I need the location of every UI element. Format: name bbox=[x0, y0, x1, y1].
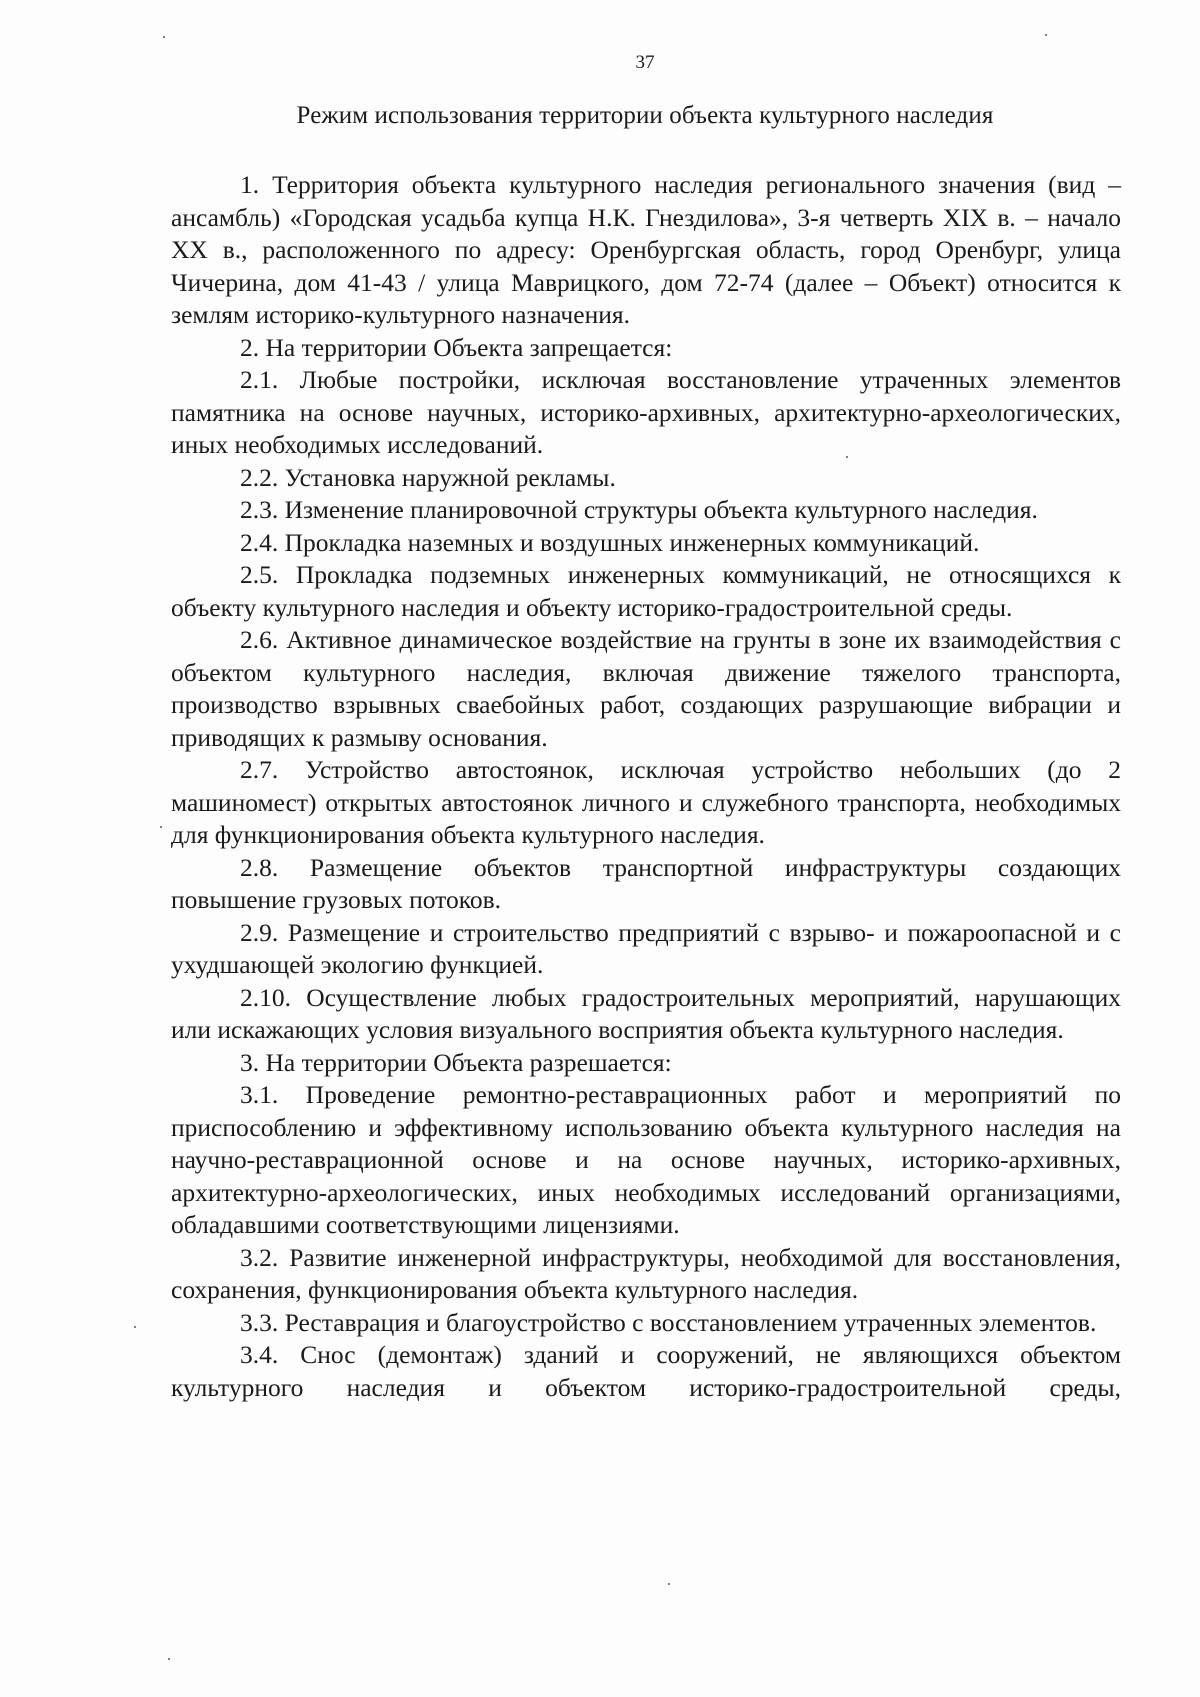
paragraph-3: 3. На территории Объекта разрешается: bbox=[240, 1047, 672, 1077]
scan-speck bbox=[134, 1326, 136, 1328]
paragraph-2-2: 2.2. Установка наружной рекламы. bbox=[240, 462, 616, 492]
paragraph-3-1: 3.1. Проведение ремонтно-реставрационных работ и мероприятий по приспособлению и эффективному использованию объекта культурного наследия на научно-реставрационной основе и на основе научных, историко-архивных, архитектурно-археологических, иных необходимых исследований организациями, обладавшими соответствующими лицензиями. bbox=[171, 1080, 1121, 1239]
paragraph-2-1: 2.1. Любые постройки, исключая восстановление утраченных элементов памятника на основе научных, историко-архивных, архитектурно-археологических, иных необходимых исследований. bbox=[171, 365, 1121, 459]
paragraph-2-6: 2.6. Активное динамическое воздействие на грунты в зоне их взаимодействия с объектом культурного наследия, включая движение тяжелого транспорта, производство взрывных сваебойных работ, создающих разрушающие вибрации и приводящих к размыву основания. bbox=[171, 625, 1121, 752]
paragraph-2-9: 2.9. Размещение и строительство предприятий с взрыво- и пожароопасной и с ухудшающей экологию функцией. bbox=[171, 917, 1121, 979]
paragraph-2-5: 2.5. Прокладка подземных инженерных коммуникаций, не относящихся к объекту культурного наследия и объекту историко-градостроительной среды. bbox=[171, 560, 1121, 622]
paragraph-2-8: 2.8. Размещение объектов транспортной инфраструктуры создающих повышение грузовых потоков. bbox=[171, 852, 1121, 914]
paragraph-2-4: 2.4. Прокладка наземных и воздушных инженерных коммуникаций. bbox=[240, 527, 980, 557]
paragraph-1: 1. Территория объекта культурного наследия регионального значения (вид – ансамбль) «Городская усадьба купца Н.К. Гнездилова», 3-я четверть XIX в. – начало XX в., расположенного по адресу: Оренбургская область, город Оренбург, улица Чичерина, дом 41-43 / улица Маврицкого, дом 72-74 (далее – Объект) относится к землям историко-культурного назначения. bbox=[171, 170, 1121, 329]
scan-speck bbox=[668, 1583, 670, 1585]
document-title: Режим использования территории объекта культурного наследия bbox=[296, 102, 994, 129]
scan-speck bbox=[846, 456, 848, 458]
scan-speck bbox=[160, 826, 162, 828]
paragraph-2: 2. На территории Объекта запрещается: bbox=[240, 332, 673, 362]
page-number: 37 bbox=[635, 52, 655, 73]
scan-speck bbox=[168, 1658, 170, 1660]
scan-speck bbox=[163, 36, 165, 38]
paragraph-2-10: 2.10. Осуществление любых градостроительных мероприятий, нарушающих или искажающих условия визуального восприятия объекта культурного наследия. bbox=[171, 982, 1121, 1044]
paragraph-2-3: 2.3. Изменение планировочной структуры объекта культурного наследия. bbox=[240, 495, 1038, 524]
document-body bbox=[171, 169, 1121, 1404]
paragraph-3-4: 3.4. Снос (демонтаж) зданий и сооружений, не являющихся объектом культурного наследия и объектом историко-градостроительной среды, bbox=[171, 1340, 1121, 1402]
paragraph-3-3: 3.3. Реставрация и благоустройство с восстановлением утраченных элементов. bbox=[240, 1307, 1097, 1337]
scan-speck bbox=[1045, 34, 1047, 36]
paragraph-3-2: 3.2. Развитие инженерной инфраструктуры, необходимой для восстановления, сохранения, функционирования объекта культурного наследия. bbox=[171, 1242, 1121, 1304]
paragraph-2-7: 2.7. Устройство автостоянок, исключая устройство небольших (до 2 машиномест) открытых автостоянок личного и служебного транспорта, необходимых для функционирования объекта культурного наследия. bbox=[171, 755, 1121, 849]
